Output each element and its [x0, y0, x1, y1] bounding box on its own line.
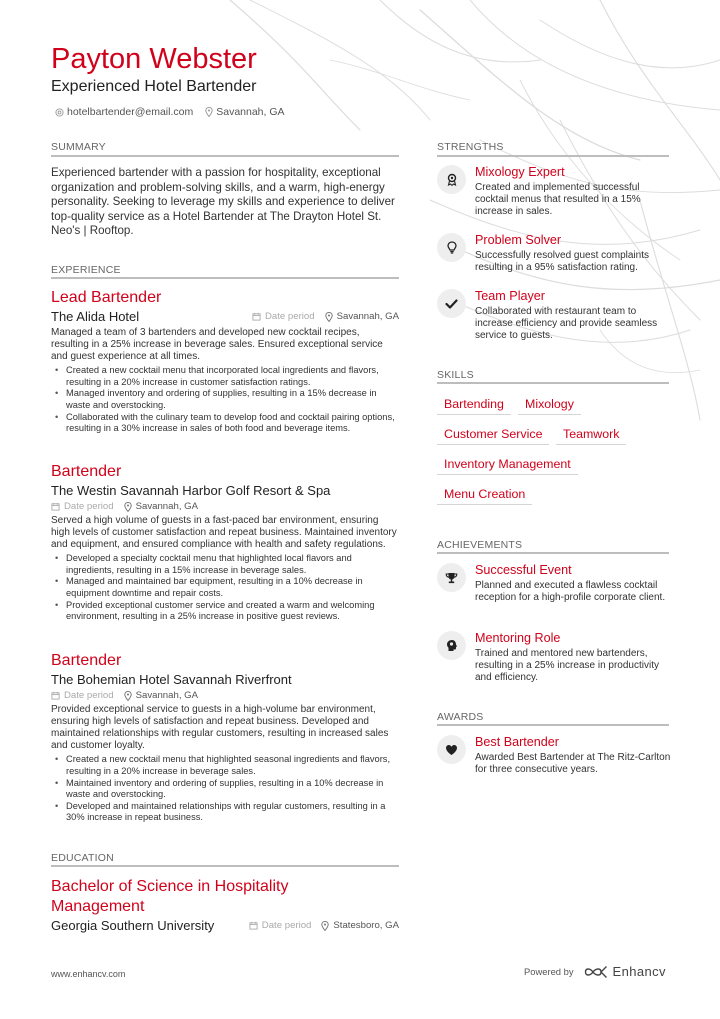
email-item[interactable]: [55, 106, 193, 118]
email-text: hotelbartender@email.com: [67, 106, 194, 118]
footer-branding: [524, 964, 666, 979]
job-description: Provided exceptional service to guests in a high-volume bar environment, ensuring high levels of satisfaction and repeat business. Developed and maintained relationships with regular customers, resulting in increased sales and customer loyalty.: [51, 704, 389, 752]
location-pin-icon: [325, 312, 333, 322]
job-bullet: • Managed and maintained bar equipment, resulting in a 10% decrease in equipment downtime and repair costs.: [51, 576, 399, 599]
heart-icon: [437, 735, 466, 764]
experience-divider: [51, 277, 399, 279]
achievement-text: Trained and mentored new bartenders, resulting in a 25% increase in productivity and efficiency.: [475, 648, 659, 684]
summary-divider: [51, 155, 399, 157]
summary-heading: SUMMARY: [51, 141, 106, 153]
job-date: Date period: [64, 501, 114, 512]
job-bullet: • Developed and maintained relationships with regular customers, resulting in a 30% increase in repeat business.: [51, 801, 399, 824]
candidate-title: Experienced Hotel Bartender: [51, 78, 257, 95]
skill-tag: Bartending: [437, 397, 511, 415]
brand-name: Enhancv: [612, 964, 666, 979]
education-divider: [51, 865, 399, 867]
strengths-heading: STRENGTHS: [437, 141, 504, 153]
calendar-icon: [51, 502, 60, 511]
location-pin-icon: [124, 691, 132, 701]
experience-entry: [51, 463, 399, 623]
job-location: Savannah, GA: [135, 690, 199, 701]
school-name: Georgia Southern University: [51, 918, 215, 933]
award-icon: [437, 165, 466, 194]
skills-heading: SKILLS: [437, 369, 474, 381]
job-role: Bartender: [51, 463, 122, 480]
location-pin-icon: [205, 107, 213, 117]
job-description: Managed a team of 3 bartenders and developed new cocktail recipes, resulting in a 25% increase in beverage sales. Ensured exceptional service and guest experience at all times.: [51, 327, 383, 363]
skill-tag: Customer Service: [437, 427, 549, 445]
strengths-divider: [437, 155, 669, 157]
strength-text: Created and implemented successful cocktail menus that resulted in a 15% increase in sales.: [475, 182, 641, 218]
location-pin-icon: [321, 921, 329, 931]
awards-divider: [437, 724, 669, 726]
skill-tag: Teamwork: [556, 427, 626, 445]
achievement-title: Mentoring Role: [475, 631, 561, 645]
award-title: Best Bartender: [475, 735, 560, 749]
job-location: Savannah, GA: [336, 311, 399, 322]
footer-website-link[interactable]: www.enhancv.com: [51, 969, 126, 979]
summary-text: Experienced bartender with a passion for hospitality, exceptional organization and problem-solving skills, and a warm, high-energy personality. Seeking to leverage my skills and experience to deliver top-quality service as a Hotel Bartender at The Drayton Hotel St. Neo's | Rooftop.: [51, 166, 395, 238]
job-bullet: • Provided exceptional customer service and created a warm and welcoming environment, resulting in a 25% increase in positive guest reviews.: [51, 600, 399, 623]
calendar-icon: [252, 312, 261, 321]
job-role: Bartender: [51, 652, 122, 669]
job-bullet: • Created a new cocktail menu that incorporated local ingredients and flavors, resulting in a 20% increase in customer satisfaction ratings.: [51, 365, 399, 388]
skill-tag: Menu Creation: [437, 487, 532, 505]
job-bullets: [51, 754, 399, 824]
award-text: Awarded Best Bartender at The Ritz-Carlton for three consecutive years.: [475, 752, 671, 776]
achievement-item: [437, 563, 672, 604]
job-bullet: • Collaborated with the culinary team to develop food and cocktail pairing options, resulting in a 30% increase in sales of both food and beverage items.: [51, 412, 399, 435]
job-location: Savannah, GA: [135, 501, 199, 512]
location-item: [205, 106, 284, 118]
location-pin-icon: [124, 502, 132, 512]
achievements-divider: [437, 552, 669, 554]
strength-item: [437, 289, 672, 343]
strength-text: Successfully resolved guest complaints resulting in a 95% satisfaction rating.: [475, 250, 649, 274]
calendar-icon: [51, 691, 60, 700]
calendar-icon: [249, 921, 258, 930]
job-bullet: • Created a new cocktail menu that highlighted seasonal ingredients and flavors, resulting in a 20% increase in beverage sales.: [51, 754, 399, 777]
degree-title: Bachelor of Science in Hospitality Management: [51, 878, 289, 915]
strength-item: [437, 233, 672, 274]
job-date: Date period: [264, 311, 315, 322]
job-date: Date period: [64, 690, 114, 701]
trophy-icon: [437, 563, 466, 592]
achievements-heading: ACHIEVEMENTS: [437, 539, 523, 551]
education-location: Statesboro, GA: [333, 920, 399, 931]
contact-row: [55, 106, 285, 118]
award-item: [437, 735, 672, 776]
education-entry: [51, 877, 399, 933]
enhancv-logo-icon: [584, 965, 608, 979]
job-description: Served a high volume of guests in a fast-paced bar environment, ensuring high levels of customer satisfaction and repeat business. Maintained inventory and equipment, and ensured compliance with health and safety regulations.: [51, 515, 397, 551]
job-company: The Alida Hotel: [51, 309, 140, 324]
skill-tag: Inventory Management: [437, 457, 578, 475]
location-text: Savannah, GA: [216, 106, 285, 118]
job-bullet: • Maintained inventory and ordering of supplies, resulting in a 10% decrease in waste and overstocking.: [51, 778, 399, 801]
achievement-item: [437, 631, 672, 685]
job-bullet: • Developed a specialty cocktail menu that highlighted local flavors and ingredients, resulting in a 15% increase in beverage sales.: [51, 553, 399, 576]
job-role: Lead Bartender: [51, 289, 162, 306]
job-company: The Bohemian Hotel Savannah Riverfront: [51, 672, 292, 687]
experience-entry: [51, 289, 399, 435]
strength-title: Team Player: [475, 289, 545, 303]
strength-title: Mixology Expert: [475, 165, 565, 179]
education-heading: EDUCATION: [51, 852, 114, 864]
job-bullet: • Managed inventory and ordering of supplies, resulting in a 15% decrease in waste and overstocking.: [51, 388, 399, 411]
strength-item: [437, 165, 672, 219]
head-brain-icon: [437, 631, 466, 660]
education-date: Date period: [261, 920, 312, 931]
at-icon: [55, 108, 64, 117]
achievement-title: Successful Event: [475, 563, 572, 577]
job-company: The Westin Savannah Harbor Golf Resort & Spa: [51, 483, 331, 498]
skills-divider: [437, 382, 669, 384]
powered-by-text: Powered by: [524, 966, 574, 977]
job-bullets: [51, 365, 399, 435]
job-bullets: [51, 553, 399, 623]
strength-text: Collaborated with restaurant team to increase efficiency and provide seamless service to guests.: [475, 306, 658, 342]
awards-heading: AWARDS: [437, 711, 484, 723]
checkmark-icon: [437, 289, 466, 318]
experience-entry: [51, 652, 399, 824]
achievement-text: Planned and executed a flawless cocktail reception for a high-profile corporate client.: [475, 580, 666, 604]
lightbulb-icon: [437, 233, 466, 262]
candidate-name: Payton Webster: [51, 43, 257, 75]
strength-title: Problem Solver: [475, 233, 562, 247]
skill-tag: Mixology: [518, 397, 581, 415]
experience-heading: EXPERIENCE: [51, 264, 121, 276]
